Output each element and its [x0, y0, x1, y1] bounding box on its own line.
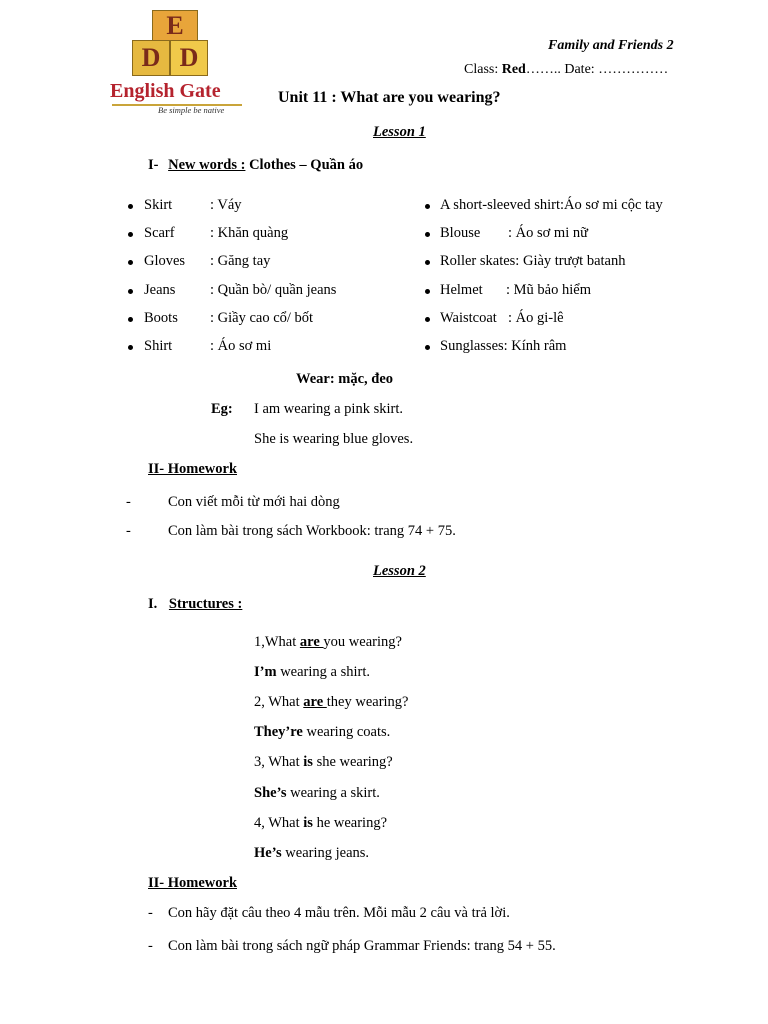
example-sentence: She is wearing blue gloves.: [254, 431, 414, 447]
bullet-icon: [425, 204, 430, 209]
vocab-entry: [440, 338, 566, 355]
vocab-word: Waistcoat: [440, 310, 497, 326]
bullet-icon: [425, 317, 430, 322]
homework-item: Con làm bài trong sách ngữ pháp Grammar Friends: trang 54 + 55.: [168, 938, 556, 954]
structure-line: [254, 845, 369, 862]
vocab-meaning: Giày trượt batanh: [522, 253, 626, 269]
wear-definition: Wear: mặc, đeo: [296, 371, 394, 387]
section-number: I.: [148, 596, 158, 612]
logo-tagline: Be simple be native: [158, 105, 225, 115]
structure-text: wearing a skirt.: [286, 785, 380, 801]
logo-block-d2: [170, 40, 208, 76]
logo-block-d1: [132, 40, 170, 76]
class-date-line: [464, 62, 668, 78]
series-name: Family and Friends 2: [548, 38, 674, 53]
vocab-meaning: Áo sơ mi cộc tay: [564, 197, 663, 213]
bullet-icon: [128, 345, 133, 350]
structure-key: are: [303, 694, 327, 710]
structure-line: [254, 664, 370, 681]
vocab-meaning: : Áo sơ mi nữ: [508, 225, 588, 241]
logo-letter-d1: D: [141, 43, 161, 72]
bullet-icon: [128, 204, 133, 209]
class-value: Red: [501, 62, 526, 77]
vocab-word: Shirt: [144, 338, 173, 354]
structure-line: [254, 785, 380, 802]
structure-line: [254, 754, 393, 771]
vocab-word: Blouse: [440, 225, 481, 241]
bullet-icon: [425, 260, 430, 265]
structure-text: wearing a shirt.: [276, 664, 370, 680]
structure-key: are: [299, 634, 324, 650]
structure-text: you wearing?: [323, 634, 402, 650]
structure-line: [254, 724, 390, 741]
structure-text: wearing jeans.: [281, 845, 370, 861]
structure-text: 1,What: [254, 634, 300, 650]
structure-key: He’s: [254, 845, 282, 861]
new-words-topic: Clothes – Quần áo: [249, 157, 364, 173]
vocab-meaning: Kính râm: [511, 338, 567, 354]
homework-heading: II- Homework: [148, 875, 238, 891]
structure-text: wearing coats.: [302, 724, 391, 740]
structure-key: She’s: [254, 785, 287, 801]
bullet-icon: [425, 232, 430, 237]
vocab-word: Gloves: [144, 253, 186, 269]
vocab-meaning: : Áo sơ mi: [210, 338, 272, 354]
homework-item: Con viết mỗi từ mới hai dòng: [168, 494, 340, 510]
example-sentence: I am wearing a pink skirt.: [254, 401, 403, 417]
structure-text: he wearing?: [312, 815, 388, 831]
dash-marker: -: [148, 905, 153, 921]
structure-key: is: [303, 754, 313, 770]
date-dots: ……………: [598, 62, 669, 77]
vocab-meaning: : Giầy cao cổ/ bốt: [210, 310, 314, 326]
structure-line: [254, 815, 387, 832]
new-words-heading: [148, 157, 363, 174]
logo-letter-d2: D: [179, 43, 199, 72]
vocab-meaning: : Găng tay: [210, 253, 271, 269]
structures-heading: [148, 596, 242, 613]
vocab-entry: [440, 253, 625, 270]
bullet-icon: [128, 317, 133, 322]
homework-item: Con làm bài trong sách Workbook: trang 74 + 75.: [168, 523, 456, 539]
vocab-word: Jeans: [144, 282, 176, 298]
vocab-word: Skirt: [144, 197, 173, 213]
dash-marker: -: [148, 938, 153, 954]
vocab-word: Boots: [144, 310, 178, 326]
bullet-icon: [128, 289, 133, 294]
structure-text: 4, What: [254, 815, 304, 831]
vocab-meaning: : Mũ bảo hiểm: [506, 282, 591, 298]
vocab-word: Roller skates:: [440, 253, 520, 269]
vocab-meaning: : Quần bò/ quần jeans: [210, 282, 337, 298]
structure-key: I’m: [254, 664, 277, 680]
dash-marker: -: [126, 523, 131, 539]
date-label: Date:: [564, 62, 595, 77]
structure-text: they wearing?: [326, 694, 409, 710]
bullet-icon: [128, 260, 133, 265]
lesson-1-heading: Lesson 1: [373, 124, 426, 140]
structure-key: is: [303, 815, 313, 831]
structure-text: 2, What: [254, 694, 304, 710]
logo-block-e: [152, 10, 198, 44]
dash-marker: -: [126, 494, 131, 510]
structure-text: she wearing?: [312, 754, 393, 770]
vocab-word: Scarf: [144, 225, 175, 241]
homework-heading: II- Homework: [148, 461, 238, 477]
vocab-meaning: : Khăn quàng: [210, 225, 289, 241]
vocab-word: Sunglasses:: [440, 338, 508, 354]
example-label: Eg:: [211, 401, 233, 417]
new-words-label: New words :: [168, 157, 246, 173]
vocab-entry: [440, 197, 663, 214]
structure-text: 3, What: [254, 754, 304, 770]
vocab-meaning: : Áo gi-lê: [508, 310, 564, 326]
structures-label: Structures :: [168, 596, 243, 612]
class-label: Class:: [464, 62, 499, 77]
bullet-icon: [425, 345, 430, 350]
vocab-word: Helmet: [440, 282, 483, 298]
bullet-icon: [425, 289, 430, 294]
bullet-icon: [128, 232, 133, 237]
logo-name: English Gate: [110, 80, 221, 102]
vocab-meaning: : Váy: [210, 197, 242, 213]
lesson-2-heading: Lesson 2: [373, 563, 426, 579]
structure-line: [254, 634, 402, 651]
vocab-word: A short-sleeved shirt:: [440, 197, 565, 213]
page-title: Unit 11 : What are you wearing?: [278, 89, 501, 106]
structure-line: [254, 694, 409, 711]
structure-key: They’re: [254, 724, 303, 740]
logo-letter-e: E: [166, 11, 184, 40]
homework-item: Con hãy đặt câu theo 4 mẫu trên. Mỗi mẫu 2 câu và trả lời.: [168, 905, 510, 921]
class-dots: ……..: [525, 62, 561, 77]
section-number: I-: [148, 157, 159, 173]
english-gate-logo: [108, 10, 248, 116]
